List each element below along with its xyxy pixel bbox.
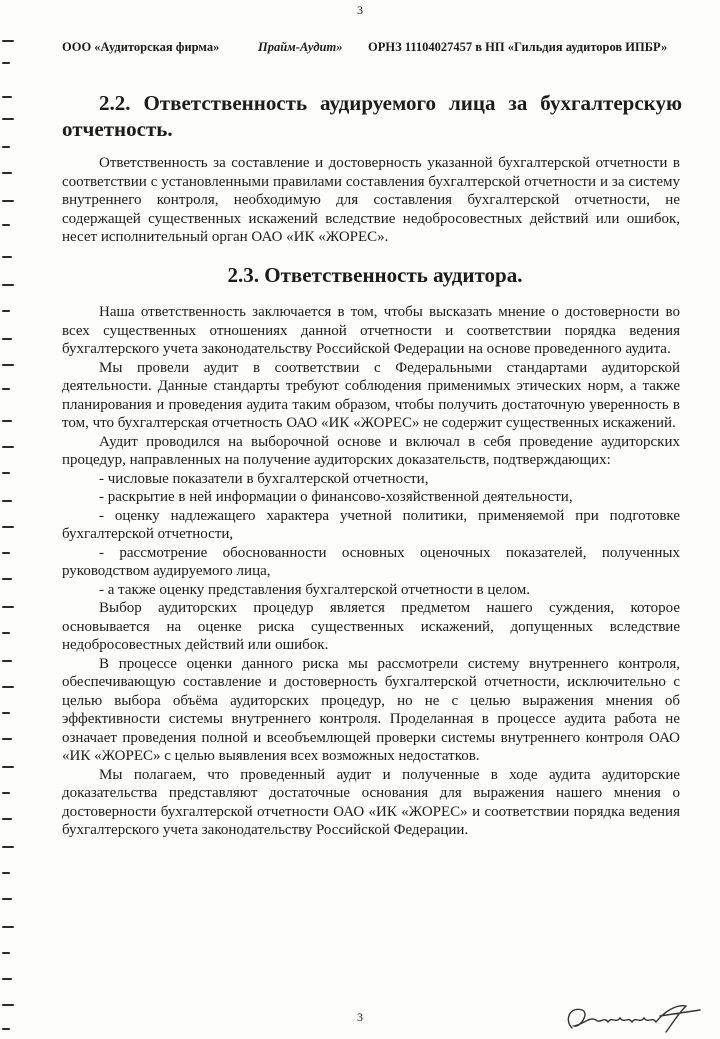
list-item: - рассмотрение обоснованности основных оценочных показателей, полученных руководством аудируемого лица, — [62, 544, 680, 579]
handwritten-signature — [560, 998, 710, 1038]
binding-mark — [2, 606, 14, 608]
binding-mark — [2, 118, 14, 120]
binding-mark — [2, 632, 10, 634]
binding-mark — [2, 872, 10, 874]
binding-hole-marks — [0, 0, 18, 1039]
binding-mark — [2, 578, 12, 580]
list-item: - оценку надлежащего характера учетной политики, применяемой при подготовке бухгалтерской отчетности, — [62, 507, 680, 542]
list-item: - раскрытие в ней информации о финансово-хозяйственной деятельности, — [99, 489, 573, 505]
binding-mark — [2, 898, 12, 900]
binding-mark — [2, 200, 14, 202]
header-registration: ОРНЗ 11104027457 в НП «Гильдия аудиторов ИПБР» — [368, 40, 668, 54]
binding-mark — [2, 818, 12, 820]
binding-mark — [2, 712, 10, 714]
binding-mark — [2, 686, 14, 688]
binding-mark — [2, 660, 12, 662]
binding-mark — [2, 96, 12, 98]
paragraph: Выбор аудиторских процедур является предметом нашего суждения, которое основывается на оценке риска существенных искажений, допущенных вследствие недобросовестных действий или ошибок. — [62, 600, 680, 653]
paragraph: Мы провели аудит в соответствии с Федеральными стандартами аудиторской деятельности. Данные стандарты требуют соблюдения применимых этических норм, а также планирования и проведения аудита таким образом, чтобы получить достаточную уверенность в том, что бухгалтерская отчетность ОАО «ИК «ЖОРЕС» не содержит существенных искажений. — [62, 359, 680, 431]
header-company: ООО «Аудиторская фирма» — [62, 40, 220, 54]
paragraph: Наша ответственность заключается в том, чтобы высказать мнение о достоверности во всех существенных отношениях данной отчетности и соответствии порядка ведения бухгалтерского учета законодательству Российской Федерации на основе проведенного аудита. — [62, 304, 680, 357]
list-item: - а также оценку представления бухгалтерской отчетности в целом. — [99, 581, 530, 598]
binding-mark — [2, 224, 10, 226]
page-number-top: 3 — [357, 3, 363, 17]
binding-mark — [2, 552, 10, 554]
binding-mark — [2, 738, 12, 740]
binding-mark — [2, 146, 10, 148]
binding-mark — [2, 420, 12, 422]
binding-mark — [2, 338, 12, 340]
binding-mark — [2, 926, 14, 928]
binding-mark — [2, 446, 14, 448]
binding-mark — [2, 526, 14, 528]
paragraph: Ответственность за составление и достоверность указанной бухгалтерской отчетности в соответствии с установленными правилами составления бухгалтерской отчетности и за систему внутреннего контроля, необходимую для составления бухгалтерской отчетности, не содержащей существенных искажений вследствие недобросовестных действий или ошибок, несет исполнительный орган ОАО «ИК «ЖОРЕС». — [62, 155, 680, 245]
paragraph: В процессе оценки данного риска мы рассмотрели систему внутреннего контроля, обеспечивающую составление и достоверность бухгалтерской отчетности, исключительно с целью выбора объёма аудиторских процедур, но не с целью выражения мнения об эффективности системы внутреннего контроля. Проделанная в процессе аудита работа не означает проведения полной и всеобъемлющей проверки системы внутреннего контроля ОАО «ИК «ЖОРЕС» с целью выявления всех возможных недостатков. — [62, 655, 680, 764]
section-2-2-title: 2.2. Ответственность аудируемого лица за бухгалтерскую отчетность. — [62, 91, 682, 141]
binding-mark — [2, 1028, 10, 1030]
section-2-2-body — [62, 154, 680, 247]
binding-mark — [2, 766, 14, 768]
binding-mark — [2, 364, 14, 366]
paragraph: Мы полагаем, что проведенный аудит и полученные в ходе аудита аудиторские доказательства представляют достаточные основания для выражения нашего мнения о достоверности бухгалтерской отчетности ОАО «ИК «ЖОРЕС» и соответствии порядка ведения бухгалтерского учета законодательству Российской Федерации. — [62, 766, 680, 838]
section-2-3-title: 2.3. Ответственность аудитора. — [227, 263, 523, 287]
binding-mark — [2, 62, 10, 64]
binding-mark — [2, 172, 12, 174]
binding-mark — [2, 388, 10, 390]
binding-mark — [2, 500, 12, 502]
binding-mark — [2, 40, 14, 42]
binding-mark — [2, 978, 12, 980]
binding-mark — [2, 1004, 14, 1006]
binding-mark — [2, 952, 10, 954]
binding-mark — [2, 310, 10, 312]
binding-mark — [2, 846, 14, 848]
section-2-3-body — [62, 303, 680, 840]
list-item: - числовые показатели в бухгалтерской отчетности, — [99, 470, 429, 487]
header-brand: Прайм-Аудит» — [258, 40, 343, 54]
binding-mark — [2, 256, 12, 258]
page-number-bottom: 3 — [357, 1010, 363, 1024]
paragraph: Аудит проводился на выборочной основе и включал в себя проведение аудиторских процедур, направленных на получение аудиторских доказательств, подтверждающих: — [62, 433, 680, 468]
binding-mark — [2, 792, 10, 794]
binding-mark — [2, 472, 10, 474]
